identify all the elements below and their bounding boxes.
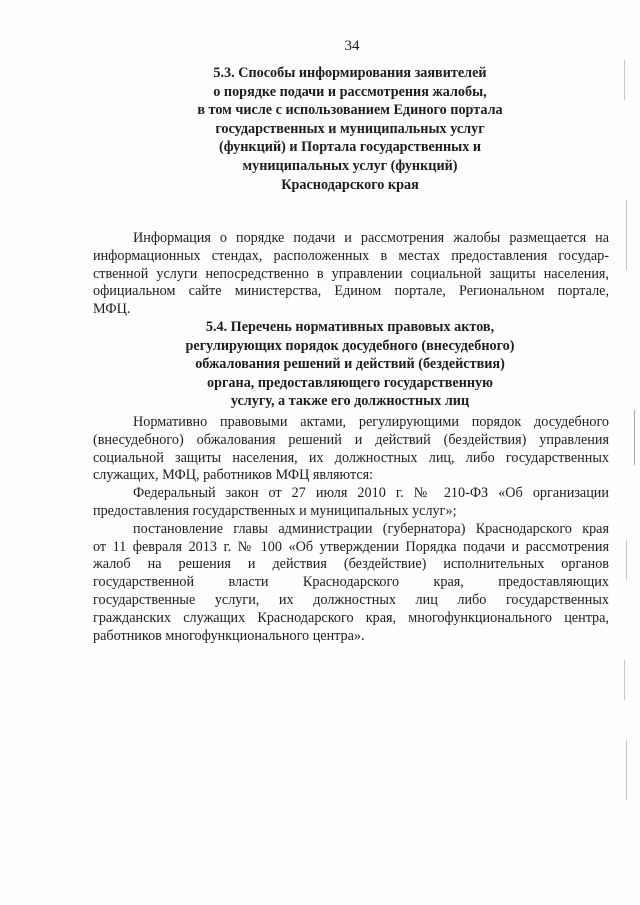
paragraph-line: предоставления государственных и муниципальных услуг»; (93, 502, 457, 519)
paragraph-line: государственные услуги, их должностных лиц либо государственных (93, 591, 609, 608)
paragraph-line: Информация о порядке подачи и рассмотрения жалобы размещается на (133, 230, 609, 246)
heading-line: государственных и муниципальных услуг (215, 120, 485, 137)
paragraph-line: (внесудебного) обжалования решений и действий (бездействия) управления (93, 431, 609, 448)
section-5-3-heading (150, 64, 550, 194)
paragraph-line: Федеральный закон от 27 июля 2010 г. № 210-ФЗ «Об организации (133, 485, 609, 502)
paragraph-line: служащих, МФЦ, работников МФЦ являются: (93, 467, 374, 484)
paragraph-line: официальном сайте министерства, Едином портале, Региональном портале, (93, 283, 609, 300)
heading-line: в том числе с использованием Единого портала (197, 102, 503, 119)
scan-artifact (624, 660, 625, 700)
heading-line: Краснодарского края (281, 176, 419, 193)
section-5-4-heading (140, 318, 560, 411)
heading-line: услугу, а также его должностных лиц (230, 393, 470, 410)
paragraph-line: от 11 февраля 2013 г. № 100 «Об утверждении Порядка подачи и рассмотрения (93, 538, 609, 555)
heading-line: муниципальных услуг (функций) (242, 157, 458, 174)
paragraph-line: гражданских служащих Краснодарского края, многофункционального центра, (93, 609, 609, 626)
scan-artifact (626, 740, 627, 800)
paragraph-line: ственной услуги непосредственно в управлении социальной защиты населения, (93, 265, 609, 282)
paragraph-line: жалоб на решения и действия (бездействие) исполнительных органов (93, 556, 609, 573)
heading-line: 5.3. Способы информирования заявителей (213, 65, 487, 81)
scan-artifact (626, 540, 627, 580)
paragraph-line: государственной власти Краснодарского края, предоставляющих (93, 574, 609, 591)
heading-line: (функций) и Портала государственных и (218, 139, 482, 156)
scan-artifact (624, 60, 625, 100)
heading-line: обжалования решений и действий (бездействия) (195, 356, 505, 373)
heading-line: 5.4. Перечень нормативных правовых актов, (205, 319, 495, 335)
paragraph-line: социальной защиты населения, их должностных лиц, либо государственных (93, 449, 609, 466)
scan-artifact (626, 200, 627, 270)
paragraph-line: постановление главы администрации (губернатора) Краснодарского края (133, 520, 609, 537)
heading-line: органа, предоставляющего государственную (207, 374, 493, 391)
paragraph-line: информационных стендах, расположенных в местах предоставления государ- (93, 247, 609, 264)
heading-line: регулирующих порядок досудебного (внесудебного) (185, 337, 515, 354)
paragraph-line: Нормативно правовыми актами, регулирующими порядок досудебного (133, 414, 609, 430)
scan-artifact (634, 410, 635, 465)
section-5-3-paragraph (93, 230, 609, 319)
section-5-4-paragraph (93, 414, 609, 645)
page-number: 34 (344, 38, 360, 54)
paragraph-line: работников многофункционального центра». (93, 627, 365, 644)
paragraph-line: МФЦ. (93, 301, 131, 318)
heading-line: о порядке подачи и рассмотрения жалобы, (213, 83, 487, 100)
